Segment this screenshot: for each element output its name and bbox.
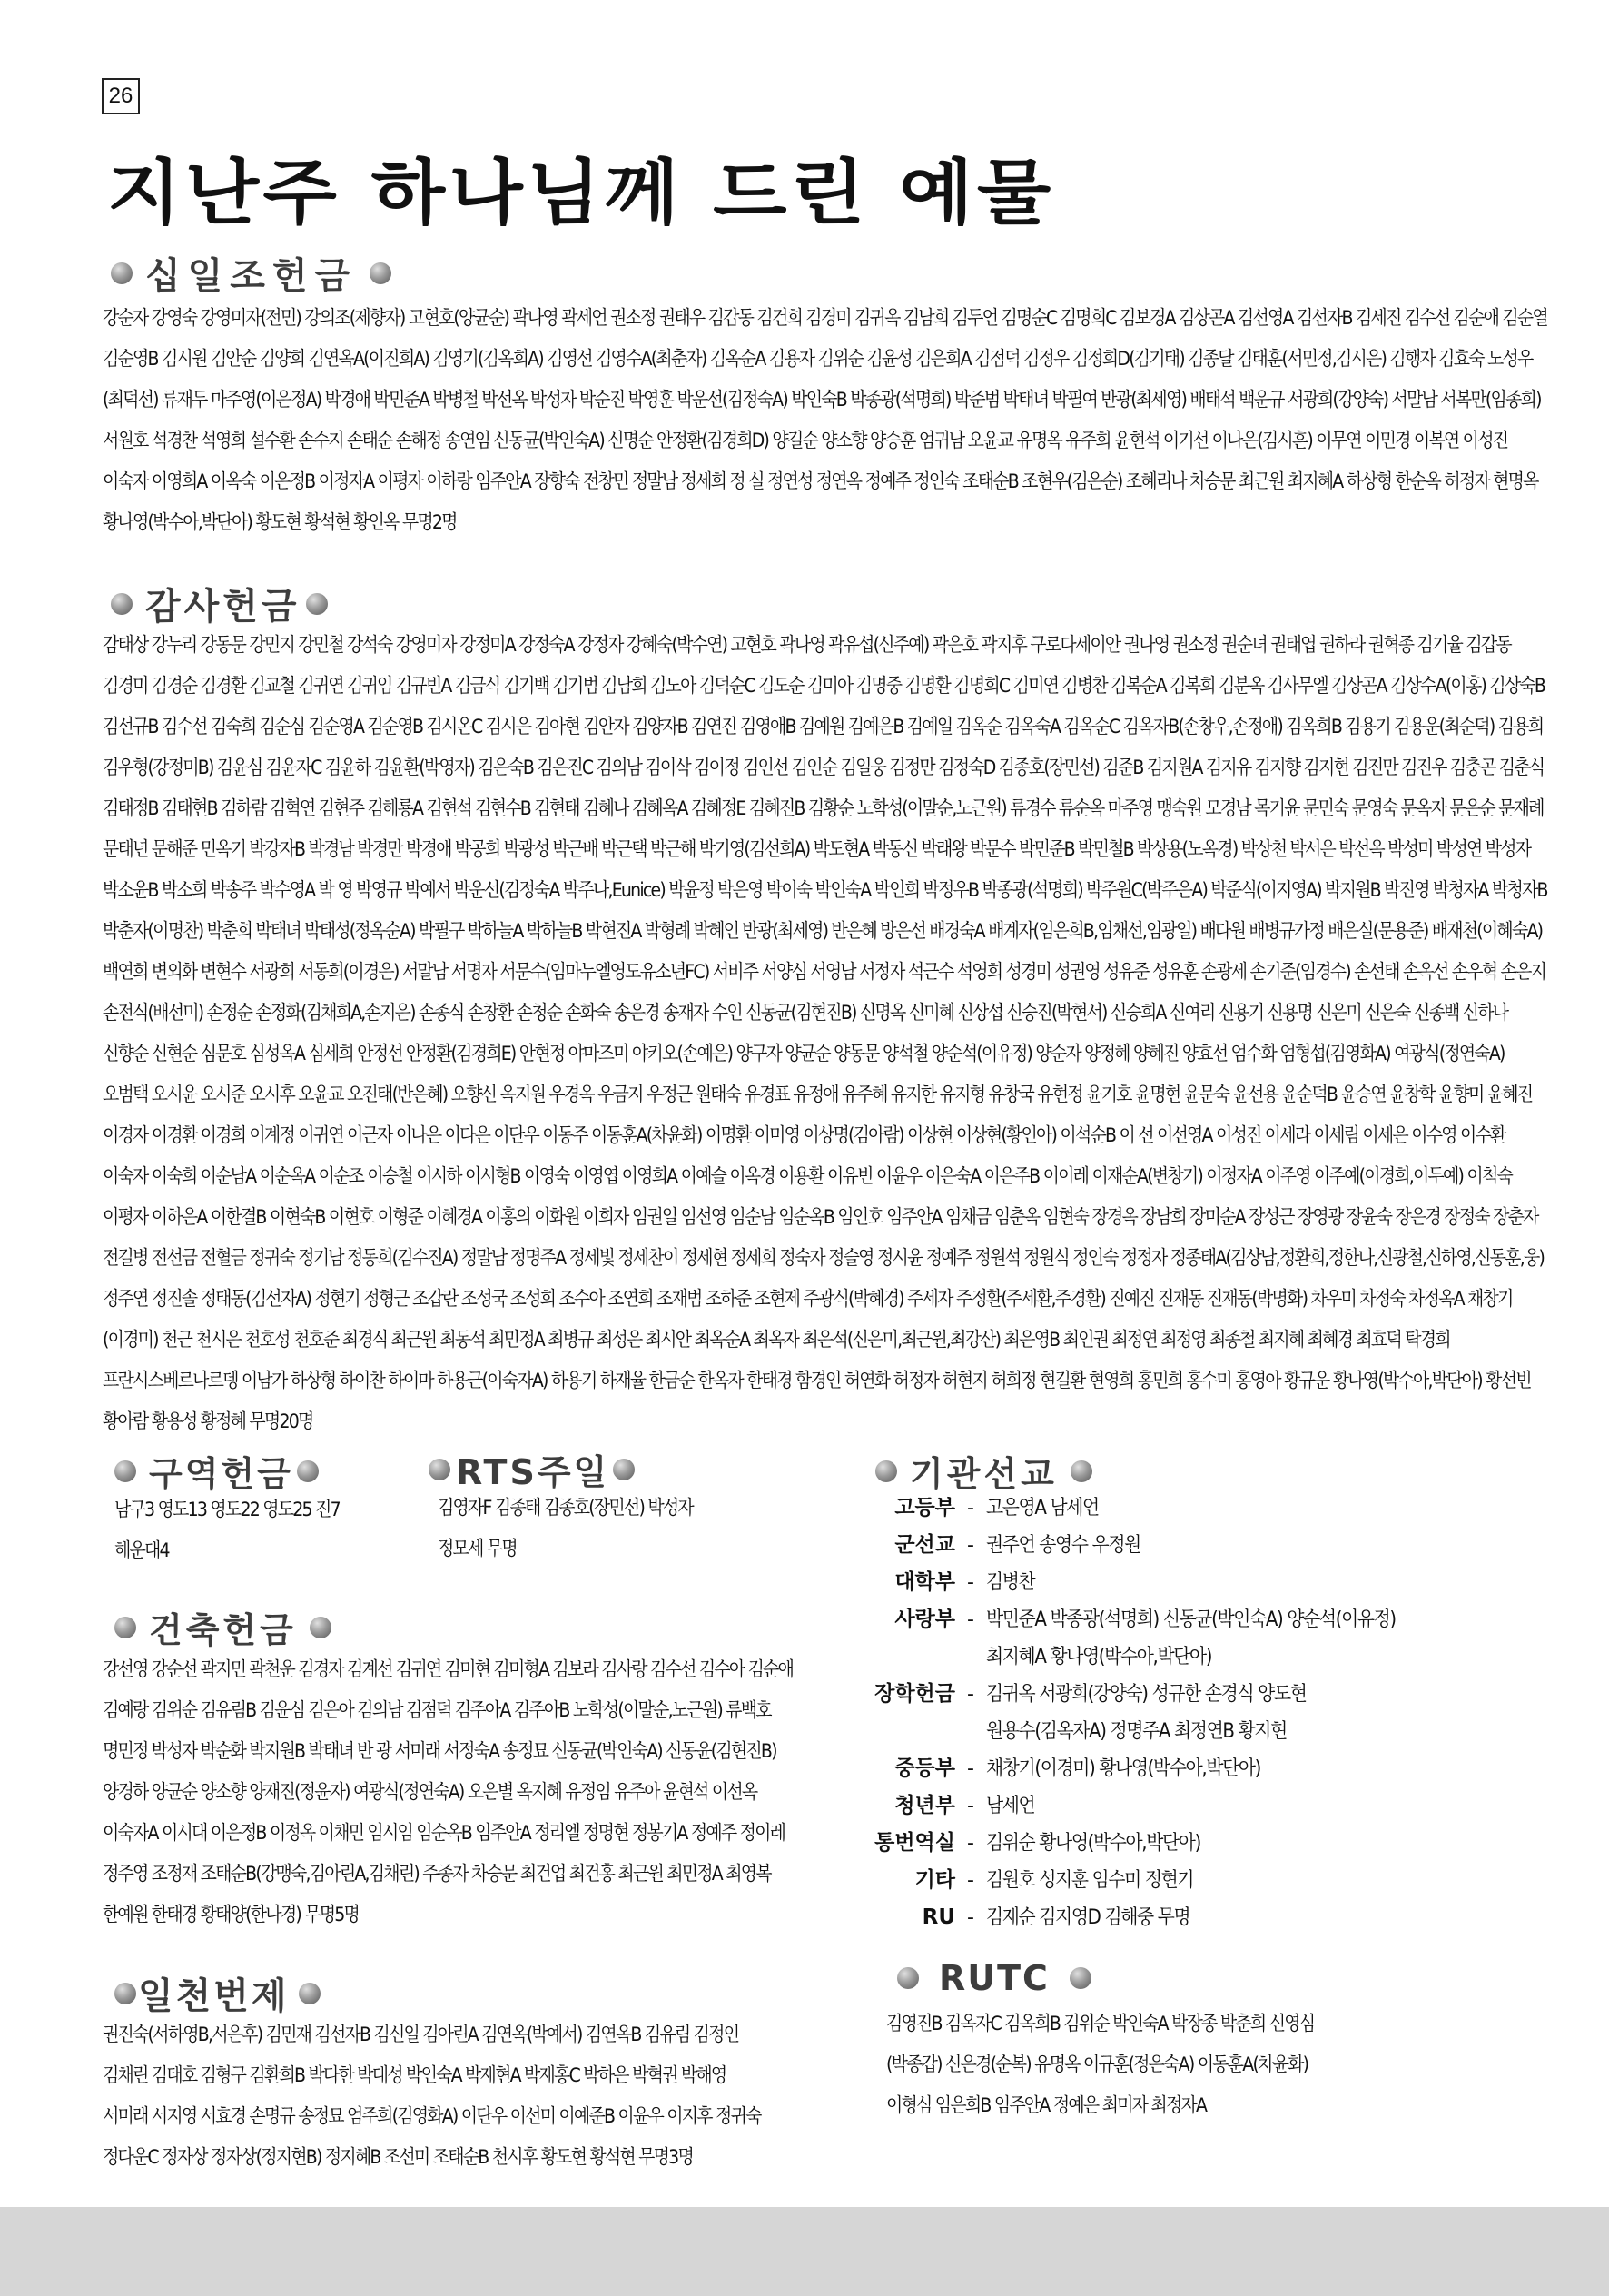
- dash-separator: -: [967, 1683, 974, 1706]
- institution-list: [863, 1489, 1441, 1936]
- dash-separator: -: [967, 1869, 974, 1892]
- institution-names: 김위순 황나영(박수아,박단아): [986, 1832, 1200, 1855]
- rutc-heading: RUTC: [939, 1958, 1050, 1998]
- bullet-icon: [297, 1460, 319, 1482]
- tithe-names: 강순자 강영숙 강영미자(전민) 강의조(제향자) 고현호(양균순) 곽나영 곽세언 권소정 권태우 김갑동 김건희 김경미 김귀옥 김남희 김두언 김명순C 김명희C 김보경A 김상곤A 김선영A 김선자B 김세진 김수선 김순애 김순열 김순영B 김시원 김안순 김양희 김연옥A(이진희A) 김영기(김옥희A) 김영선 김영수A(최춘자) 김옥순A 김용자 김위순 김윤성 김은희A 김점덕 김정우 김정희D(김기태) 김종달 김태훈(서민정,김시은) 김행자 김효숙 노성우(최덕선) 류재두 마주영(이은정A) 박경애 박민준A 박병철 박선옥 박성자 박순진 박영훈 박운선(김정숙A) 박인숙B 박종광(석명희) 박준범 박태녀 박필여 반광(최세영) 배태석 백운규 서광희(강양숙) 서말남 서복만(임종희) 서원호 석경찬 석영희 설수환 손수지 손태순 손해정 송연임 신동균(박인숙A) 신명순 안정환(김경희D) 양길순 양소향 양승훈 엄귀남 오윤교 유명옥 유주희 윤현석 이기선 이나은(김시흔) 이무연 이민경 이복연 이성진 이숙자 이영희A 이옥숙 이은정B 이정자A 이평자 이하랑 임주안A 장향숙 전창민 정말남 정세희 정 실 정연성 정연옥 정예주 정인숙 조태순B 조현우(김은순) 조혜리나 차승문 최근원 최지혜A 하상형 한순옥 허정자 현명옥 황나영(박수아,박단아) 황도현 황석현 황인옥 무명2명: [103, 307, 1547, 534]
- dash-separator: -: [967, 1757, 974, 1780]
- bullet-icon: [114, 1983, 136, 2004]
- section-heading-mission: [114, 1967, 321, 2019]
- list-item: [863, 1676, 1441, 1750]
- bullet-icon: [875, 1460, 897, 1482]
- section-heading-thanks: [111, 578, 328, 629]
- institution-heading: 기관선교: [910, 1454, 1058, 1494]
- bullet-icon: [310, 1617, 331, 1638]
- bullet-icon: [114, 1460, 136, 1482]
- institution-label: 고등부: [894, 1496, 955, 1519]
- institution-label: 군선교: [894, 1533, 955, 1557]
- institution-names: 김재순 김지영D 김해중 무명: [986, 1906, 1190, 1929]
- institution-names: 김병찬: [986, 1571, 1035, 1594]
- institution-label: 통번역실: [874, 1831, 955, 1855]
- bullet-icon: [1070, 1967, 1091, 1989]
- building-names: 강선영 강순선 곽지민 곽천운 김경자 김계선 김귀연 김미현 김미형A 김보라 김사랑 김수선 김수아 김순애 김예랑 김위순 김유림B 김윤심 김은아 김의남 김점덕 김주아A 김주아B 노학성(이말순,노근원) 류백호 명민정 박성자 박순화 박지원B 박태녀 반 광 서미래 서정숙A 송정묘 신동균(박인숙A) 신동윤(김현진B) 양경하 양균순 양소향 양재진(정윤자) 여광식(정연숙A) 오은별 옥지혜 유정임 유주아 윤현석 이선옥 이숙자A 이시대 이은정B 이정옥 이채민 임시임 임순옥B 임주안A 정리엘 정명현 정봉기A 정예주 정이레 정주영 조정재 조태순B(강맹숙,김아린A,김채린) 주종자 차승문 최건업 최건홍 최근원 최민정A 최영복 한예원 한태경 황태양(한나경) 무명5명: [103, 1658, 794, 1926]
- section-heading-rts: [429, 1444, 635, 1494]
- dash-separator: -: [967, 1497, 974, 1519]
- bullet-icon: [1071, 1460, 1092, 1482]
- list-item: [863, 1825, 1441, 1862]
- page-number: 26: [102, 78, 140, 114]
- rts-names: 김영자F 김종태 김종호(장민선) 박성자 정모세 무명: [438, 1497, 693, 1560]
- institution-label: 장학헌금: [874, 1682, 955, 1706]
- building-heading: 건축헌금: [149, 1610, 297, 1650]
- section-heading-rutc: [897, 1958, 1091, 1998]
- bullet-icon: [114, 1617, 136, 1638]
- district-names: 남구3 영도13 영도22 영도25 진7 해운대4: [114, 1499, 340, 1562]
- institution-names: 박민준A 박종광(석명희) 신동균(박인숙A) 양순석(이유정) 최지혜A 황나영(박수아,박단아): [986, 1608, 1396, 1668]
- list-item: [863, 1750, 1441, 1787]
- dash-separator: -: [967, 1795, 974, 1817]
- section-heading-tithe: [111, 247, 391, 299]
- mission-names: 권진숙(서하영B,서은후) 김민재 김선자B 김신일 김아린A 김연옥(박예서) 김연옥B 김유림 김정인 김채린 김태호 김형구 김환희B 박다한 박대성 박인숙A 박재현A 박재홍C 박하은 박혁권 박해영 서미래 서지영 서효경 손명규 송정묘 엄주희(김영화A) 이단우 이선미 이예준B 이윤우 이지후 정귀숙 정다운C 정자상 정자상(정지현B) 정지혜B 조선미 조태순B 천시후 황도현 황석현 무명3명: [103, 2024, 761, 2169]
- institution-label: 청년부: [894, 1794, 955, 1817]
- bullet-icon: [306, 593, 328, 615]
- rts-heading: RTS주일: [456, 1452, 610, 1492]
- institution-names: 남세언: [986, 1795, 1035, 1817]
- list-item: [863, 1489, 1441, 1527]
- section-heading-institution: [875, 1446, 1092, 1496]
- institution-names: 채창기(이경미) 황나영(박수아,박단아): [986, 1757, 1261, 1780]
- bullet-icon: [429, 1459, 450, 1480]
- institution-label: 대학부: [894, 1570, 955, 1594]
- bullet-icon: [111, 262, 133, 284]
- dash-separator: -: [967, 1534, 974, 1557]
- bullet-icon: [299, 1983, 321, 2004]
- list-item: [863, 1601, 1441, 1676]
- dash-separator: -: [967, 1906, 974, 1929]
- list-item: [863, 1527, 1441, 1564]
- footer-band: [0, 2207, 1609, 2296]
- institution-names: 김원호 성지훈 임수미 정현기: [986, 1869, 1194, 1892]
- institution-label: RU: [922, 1905, 955, 1929]
- institution-label: 기타: [914, 1868, 955, 1892]
- bullet-icon: [370, 262, 391, 284]
- mission-heading: 일천번제: [138, 1975, 290, 2017]
- thanks-names: 감태상 강누리 강동문 강민지 강민철 강석숙 강영미자 강정미A 강정숙A 강정자 강혜숙(박수연) 고현호 곽나영 곽유섭(신주예) 곽은호 곽지후 구로다세이안 권나영 권소정 권순녀 권태엽 권하라 권혁종 김기율 김갑동 김경미 김경순 김경환 김교철 김귀연 김귀임 김규빈A 김금식 김기백 김기범 김남희 김노아 김덕순C 김도순 김미아 김명중 김명환 김명희C 김미연 김병찬 김복순A 김복희 김분옥 김사무엘 김상곤A 김상수A(이홍) 김상숙B 김선규B 김수선 김숙희 김순심 김순영A 김순영B 김시온C 김시은 김아현 김안자 김양자B 김연진 김영애B 김예원 김예은B 김예일 김옥순 김옥숙A 김옥순C 김옥자B(손창우,손정애) 김옥희B 김용기 김용운(최순덕) 김용희 김우형(강정미B) 김윤심 김윤자C 김윤하 김윤환(박영자) 김은숙B 김은진C 김의남 김이삭 김이정 김인선 김인순 김일웅 김정만 김정숙D 김종호(장민선) 김준B 김지원A 김지유 김지향 김지현 김진만 김진우 김충곤 김춘식 김태정B 김태현B 김하람 김혁연 김현주 김해룡A 김현석 김현수B 김현태 김혜나 김혜옥A 김혜정E 김혜진B 김황순 노학성(이말순,노근원) 류경수 류순옥 마주영 맹숙원 모경남 목기윤 문민숙 문영숙 문옥자 문은순 문재례 문태년 문해준 민옥기 박강자B 박경남 박경만 박경애 박공희 박광성 박근배 박근택 박근해 박기영(김선희A) 박도현A 박동신 박래왕 박문수 박민준B 박민철B 박상용(노옥경) 박상천 박서은 박선옥 박성미 박성연 박성자 박소윤B 박소희 박송주 박수영A 박 영 박영규 박예서 박운선(김정숙A 박주나,Eunice) 박윤정 박은영 박이숙 박인숙A 박인희 박정우B 박종광(석명희) 박주원C(박주은A) 박준식(이지영A) 박지원B 박진영 박청자A 박청자B 박춘자(이명찬) 박춘희 박태녀 박태성(정옥순A) 박필구 박하늘A 박하늘B 박현진A 박형례 박혜인 반광(최세영) 반은혜 방은선 배경숙A 배계자(임은희B,임채선,임광일) 배다원 배병규가정 배은실(문용준) 배재천(이혜숙A) 백연희 변외화 변현수 서광희 서동희(이경은) 서말남 서명자 서문수(임마누엘영도유소년FC) 서비주 서양심 서영남 서정자 석근수 석영희 성경미 성권영 성유준 성유훈 손광세 손기준(임경수) 손선태 손옥선 손우혁 손은지 손전식(배선미) 손정순 손정화(김채희A,손지은) 손종식 손창환 손청순 손화숙 송은경 송재자 수인 신동균(김현진B) 신명옥 신미혜 신상섭 신승진(박현서) 신승희A 신여리 신용기 신용명 신은미 신은숙 신종백 신하나 신향순 신현순 심문호 심성옥A 심세희 안정선 안정환(김경희E) 안현정 야마즈미 야키오(손예은) 양구자 양균순 양동문 양석철 양순석(이유정) 양순자 양정혜 양혜진 양효선 엄수화 엄형섭(김영화A) 여광식(정연숙A) 오범택 오시윤 오시준 오시후 오윤교 오진태(반은혜) 오향신 옥지원 우경옥 우금지 우정근 원태숙 유경표 유정애 유주혜 유지한 유지형 유창국 유현정 윤기호 윤명현 윤문숙 윤선용 윤순덕B 윤승연 윤창학 윤향미 윤혜진 이경자 이경환 이경희 이계정 이귀연 이근자 이나은 이다은 이단우 이동주 이동훈A(차윤화) 이명환 이미영 이상명(김아람) 이상현 이상현(황인아) 이석순B 이 선 이선영A 이성진 이세라 이세림 이세은 이수영 이수환 이숙자 이숙희 이순남A 이순옥A 이순조 이승철 이시하 이시형B 이영숙 이영엽 이영희A 이예슬 이옥경 이용환 이유빈 이윤우 이은숙A 이은주B 이이레 이재순A(변창기) 이정자A 이주영 이주예(이경희,이두예) 이척숙 이평자 이하은A 이한결B 이현숙B 이현호 이형준 이혜경A 이홍의 이화원 이희자 임권일 임선영 임순남 임순옥B 임인호 임주안A 임채금 임춘옥 임현숙 장경옥 장남희 장미순A 장성근 장영광 장윤숙 장은경 장정숙 장춘자 전길병 전선금 전혈금 정귀숙 정기남 정동희(김수진A) 정말남 정명주A 정세빛 정세찬이 정세현 정세희 정숙자 정슬영 정시윤 정예주 정원석 정원식 정인숙 정정자 정종태A(김상남,정환희,정한나,신광철,신하영,신동훈,웅) 정주연 정진솔 정태동(김선자A) 정현기 정형근 조갑란 조성국 조성희 조수아 조연희 조재범 조하준 조현제 주광식(박혜경) 주세자 주정환(주세환,주경환) 진예진 진재동 진재동(박명화) 차우미 차정숙 차정옥A 채창기(이경미) 천근 천시은 천호성 천호준 최경식 최근원 최동석 최민정A 최병규 최성은 최시안 최옥순A 최옥자 최은석(신은미,최근원,최강산) 최은영B 최인권 최정연 최정영 최종철 최지혜 최혜경 최효덕 탁경희 프란시스베르나르뎅 이남가 하상형 하이찬 하이마 하용근(이숙자A) 하용기 하재율 한금순 한옥자 한태경 함경인 허연화 허정자 허현지 허희정 현길환 현영희 홍민희 홍수미 홍영아 황규운 황나영(박수아,박단아) 황선빈 황아람 황용성 황정혜 무명20명: [103, 634, 1547, 1433]
- institution-names: 김귀옥 서광희(강양숙) 성규한 손경식 양도현 원용수(김옥자A) 정명주A 최정연B 황지현: [986, 1683, 1307, 1743]
- dash-separator: -: [967, 1832, 974, 1855]
- institution-label: 중등부: [894, 1757, 955, 1780]
- institution-names: 권주언 송영수 우정원: [986, 1534, 1140, 1557]
- list-item: [863, 1862, 1441, 1899]
- institution-names: 고은영A 남세언: [986, 1497, 1099, 1519]
- list-item: [863, 1899, 1441, 1936]
- dash-separator: -: [967, 1571, 974, 1594]
- rutc-names: 김영진B 김옥자C 김옥희B 김위순 박인숙A 박장종 박춘희 신영심(박종갑) 신은경(순복) 유명옥 이규훈(정은숙A) 이동훈A(차윤화) 이형심 임은희B 임주안A 정예은 최미자 최정자A: [886, 2013, 1315, 2117]
- tithe-heading: 십일조헌금: [145, 255, 358, 297]
- dash-separator: -: [967, 1608, 974, 1631]
- bullet-icon: [613, 1459, 635, 1480]
- list-item: [863, 1564, 1441, 1601]
- list-item: [863, 1787, 1441, 1825]
- section-heading-building: [114, 1602, 331, 1652]
- bullet-icon: [897, 1967, 919, 1989]
- district-heading: 구역헌금: [149, 1454, 293, 1494]
- bullet-icon: [111, 593, 133, 615]
- section-heading-district: [114, 1446, 319, 1496]
- institution-label: 사랑부: [894, 1608, 955, 1631]
- page-title: 지난주 하나님께 드린 예물: [107, 153, 1055, 234]
- thanks-heading: 감사헌금: [145, 586, 301, 628]
